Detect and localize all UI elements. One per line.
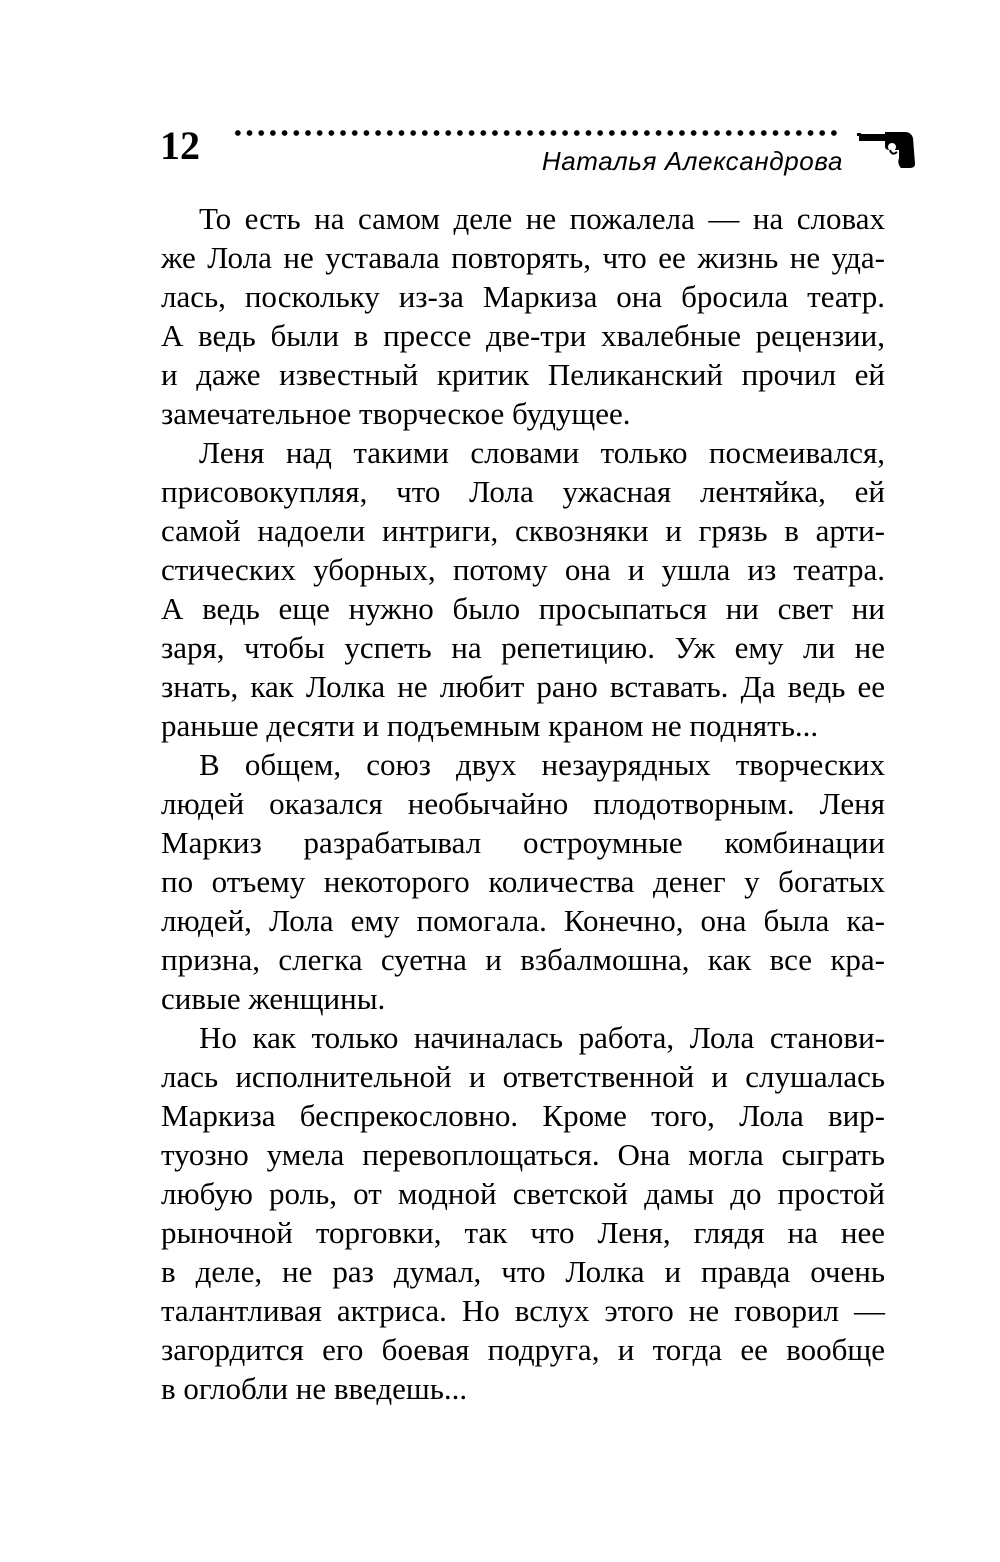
text-line: же Лола не уставала повторять, что ее жизнь не уда- bbox=[161, 240, 885, 275]
text-line: То есть на самом деле не пожалела — на словах bbox=[199, 201, 885, 236]
text-line: любую роль, от модной светской дамы до простой bbox=[161, 1176, 885, 1211]
text-line: людей, Лола ему помогала. Конечно, она была ка- bbox=[161, 903, 885, 938]
text-line: знать, как Лолка не любит рано вставать. Да ведь ее bbox=[161, 669, 885, 704]
text-line: Леня над такими словами только посмеивался, bbox=[199, 435, 885, 470]
text-line: А ведь еще нужно было просыпаться ни свет ни bbox=[161, 591, 885, 626]
text-line: туозно умела перевоплощаться. Она могла сыграть bbox=[161, 1137, 885, 1172]
page-number: 12 bbox=[160, 123, 200, 168]
text-line: В общем, союз двух незаурядных творческих bbox=[199, 747, 885, 782]
text-line: заря, чтобы успеть на репетицию. Уж ему ли не bbox=[161, 630, 885, 665]
text-line: раньше десяти и подъемным краном не поднять... bbox=[161, 708, 819, 743]
text-line: лась, поскольку из-за Маркиза она бросила театр. bbox=[161, 279, 885, 314]
text-line: в оглобли не введешь... bbox=[161, 1371, 468, 1406]
text-line: загордится его боевая подруга, и тогда ее вообще bbox=[161, 1332, 885, 1367]
text-line: призна, слегка суетна и взбалмошна, как все кра- bbox=[161, 942, 885, 977]
text-line: лась исполнительной и ответственной и слушалась bbox=[161, 1059, 885, 1094]
text-line: рыночной торговки, так что Леня, глядя на нее bbox=[161, 1215, 885, 1250]
text-line: талантливая актриса. Но вслух этого не говорил — bbox=[161, 1293, 885, 1328]
dotted-rule bbox=[232, 129, 840, 137]
text-line: замечательное творческое будущее. bbox=[161, 396, 631, 431]
running-author: Наталья Александрова bbox=[541, 146, 843, 176]
text-line: стических уборных, потому она и ушла из театра. bbox=[161, 552, 885, 587]
text-line: Маркиза беспрекословно. Кроме того, Лола вир- bbox=[161, 1098, 885, 1133]
paragraph bbox=[161, 1018, 885, 1408]
text-line: сивые женщины. bbox=[161, 981, 386, 1016]
text-line: в деле, не раз думал, что Лолка и правда очень bbox=[161, 1254, 885, 1289]
text-line: Маркиз разрабатывал остроумные комбинации bbox=[161, 825, 885, 860]
paragraph bbox=[161, 433, 885, 745]
paragraph bbox=[161, 745, 885, 1018]
text-line: присовокупляя, что Лола ужасная лентяйка, ей bbox=[161, 474, 885, 509]
text-line: самой надоели интриги, сквозняки и грязь в арти- bbox=[161, 513, 885, 548]
paragraph bbox=[161, 199, 885, 433]
body-text bbox=[161, 199, 885, 1408]
text-line: А ведь были в прессе две-три хвалебные рецензии, bbox=[161, 318, 885, 353]
text-line: по отъему некоторого количества денег у богатых bbox=[161, 864, 885, 899]
text-line: людей оказался необычайно плодотворным. Леня bbox=[161, 786, 885, 821]
text-line: Но как только начиналась работа, Лола станови- bbox=[199, 1020, 885, 1055]
revolver-icon bbox=[855, 128, 917, 168]
text-line: и даже известный критик Пеликанский прочил ей bbox=[161, 357, 885, 392]
